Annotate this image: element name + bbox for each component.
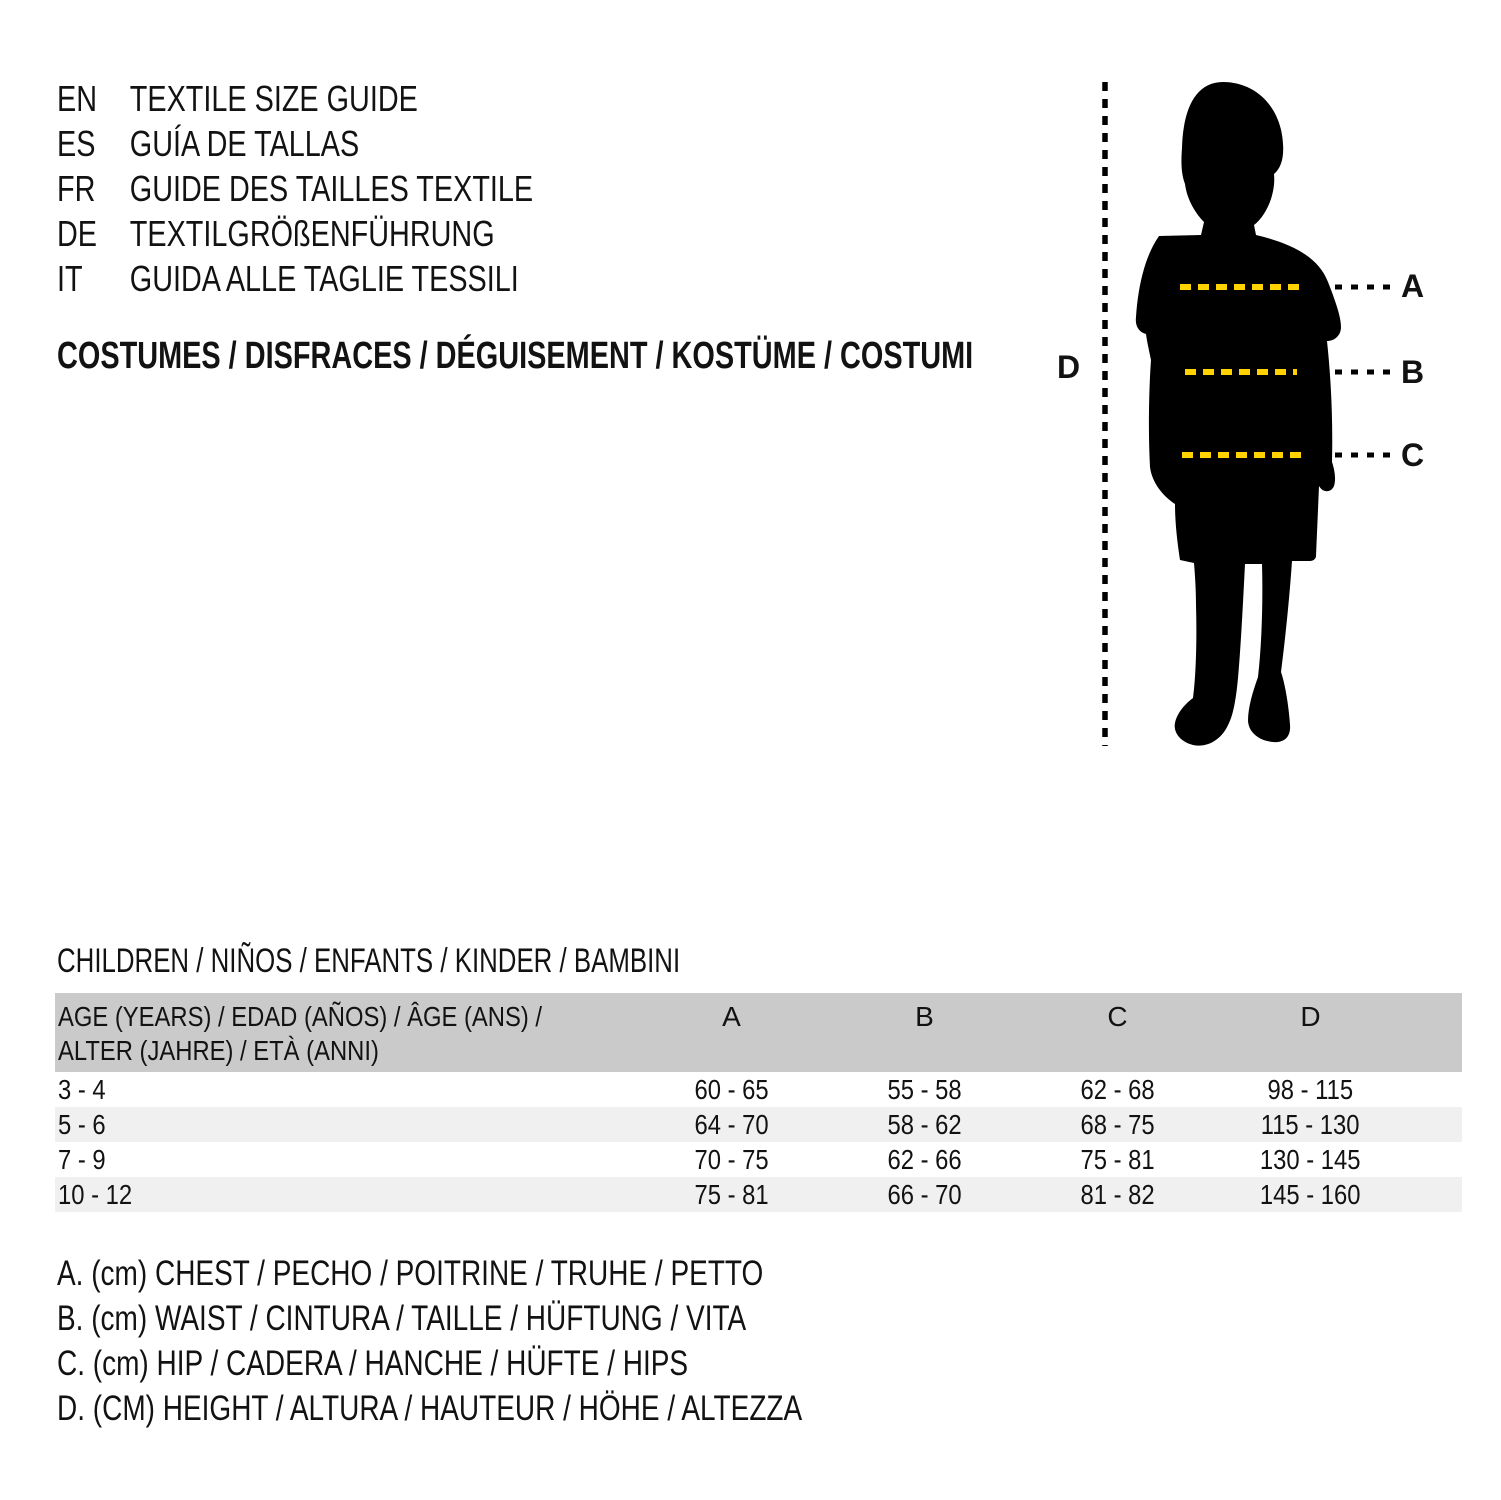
height-cell (1214, 1177, 1407, 1212)
marker-d-label: D (1057, 349, 1081, 385)
waist-value: 66 - 70 (887, 1178, 962, 1210)
age-header-line2: ALTER (JAHRE) / ETÀ (ANNI) (58, 1035, 379, 1066)
category-title: COSTUMES / DISFRACES / DÉGUISEMENT / KOSTÜME / COSTUMI (57, 335, 974, 377)
hip-value: 75 - 81 (1080, 1143, 1155, 1175)
marker-c-label: C (1401, 437, 1425, 473)
hip-cell (1021, 1107, 1214, 1142)
table-row (55, 1142, 1462, 1177)
height-cell (1214, 1072, 1407, 1107)
chest-value: 60 - 65 (694, 1073, 769, 1105)
language-code: IT (57, 258, 83, 299)
hip-cell (1021, 1142, 1214, 1177)
column-header-b: B (828, 993, 1021, 1072)
waist-value: 58 - 62 (887, 1108, 962, 1140)
age-value: 10 - 12 (58, 1178, 133, 1210)
table-row (55, 1107, 1462, 1142)
column-header-a: A (635, 993, 828, 1072)
height-value: 98 - 115 (1267, 1073, 1354, 1105)
language-code: EN (57, 78, 98, 119)
children-size-table (55, 993, 1462, 1212)
chest-value: 64 - 70 (694, 1108, 769, 1140)
child-silhouette (1136, 82, 1341, 746)
age-cell (55, 1142, 635, 1177)
language-code: FR (57, 168, 96, 209)
hip-value: 81 - 82 (1080, 1178, 1155, 1210)
filler-cell (1407, 1107, 1462, 1142)
age-value: 5 - 6 (58, 1108, 106, 1140)
age-header-cell (55, 993, 635, 1072)
filler-cell (1407, 1072, 1462, 1107)
marker-a-label: A (1401, 268, 1425, 304)
chest-cell (635, 1177, 828, 1212)
age-cell (55, 1107, 635, 1142)
hip-value: 68 - 75 (1080, 1108, 1155, 1140)
legend-item-height: D. (CM) HEIGHT / ALTURA / HAUTEUR / HÖHE / ALTEZZA (57, 1389, 803, 1428)
language-row-es (57, 121, 533, 166)
table-header-row (55, 993, 1462, 1072)
waist-cell (828, 1142, 1021, 1177)
language-label: GUÍA DE TALLAS (129, 123, 360, 164)
chest-value: 75 - 81 (694, 1178, 769, 1210)
waist-cell (828, 1107, 1021, 1142)
waist-cell (828, 1072, 1021, 1107)
marker-b-label: B (1401, 354, 1425, 390)
chest-value: 70 - 75 (694, 1143, 769, 1175)
hip-cell (1021, 1177, 1214, 1212)
filler-cell (1407, 1177, 1462, 1212)
chest-cell (635, 1072, 828, 1107)
column-header-d: D (1214, 993, 1407, 1072)
children-section-title: CHILDREN / NIÑOS / ENFANTS / KINDER / BAMBINI (57, 942, 681, 980)
language-label: GUIDA ALLE TAGLIE TESSILI (129, 258, 519, 299)
child-silhouette-svg (1035, 70, 1465, 760)
header-filler-cell (1407, 993, 1462, 1072)
height-value: 130 - 145 (1260, 1143, 1361, 1175)
legend-item-chest: A. (cm) CHEST / PECHO / POITRINE / TRUHE / PETTO (57, 1254, 764, 1293)
age-value: 7 - 9 (58, 1143, 106, 1175)
language-label: GUIDE DES TAILLES TEXTILE (129, 168, 534, 209)
language-list (57, 76, 533, 301)
chest-cell (635, 1142, 828, 1177)
filler-cell (1407, 1142, 1462, 1177)
age-cell (55, 1177, 635, 1212)
language-row-en (57, 76, 533, 121)
hip-cell (1021, 1072, 1214, 1107)
language-row-de (57, 211, 533, 256)
table-header (55, 993, 1462, 1072)
waist-value: 55 - 58 (887, 1073, 962, 1105)
age-value: 3 - 4 (58, 1073, 106, 1105)
hip-value: 62 - 68 (1080, 1073, 1155, 1105)
chest-cell (635, 1107, 828, 1142)
legend-item-hip: C. (cm) HIP / CADERA / HANCHE / HÜFTE / HIPS (57, 1344, 689, 1383)
measurement-figure (1035, 70, 1465, 760)
language-code: DE (57, 213, 98, 254)
height-cell (1214, 1107, 1407, 1142)
waist-cell (828, 1177, 1021, 1212)
legend-item-waist: B. (cm) WAIST / CINTURA / TAILLE / HÜFTUNG / VITA (57, 1299, 747, 1338)
height-cell (1214, 1142, 1407, 1177)
measurement-legend (57, 1251, 802, 1431)
language-code: ES (57, 123, 96, 164)
waist-value: 62 - 66 (887, 1143, 962, 1175)
language-label: TEXTILGRÖßENFÜHRUNG (129, 213, 495, 254)
table-row (55, 1177, 1462, 1212)
height-value: 115 - 130 (1261, 1108, 1360, 1140)
language-row-fr (57, 166, 533, 211)
language-row-it (57, 256, 533, 301)
height-value: 145 - 160 (1260, 1178, 1361, 1210)
table-row (55, 1072, 1462, 1107)
language-label: TEXTILE SIZE GUIDE (129, 78, 418, 119)
column-header-c: C (1021, 993, 1214, 1072)
age-cell (55, 1072, 635, 1107)
age-header-line1: AGE (YEARS) / EDAD (AÑOS) / ÂGE (ANS) / (58, 1001, 543, 1032)
